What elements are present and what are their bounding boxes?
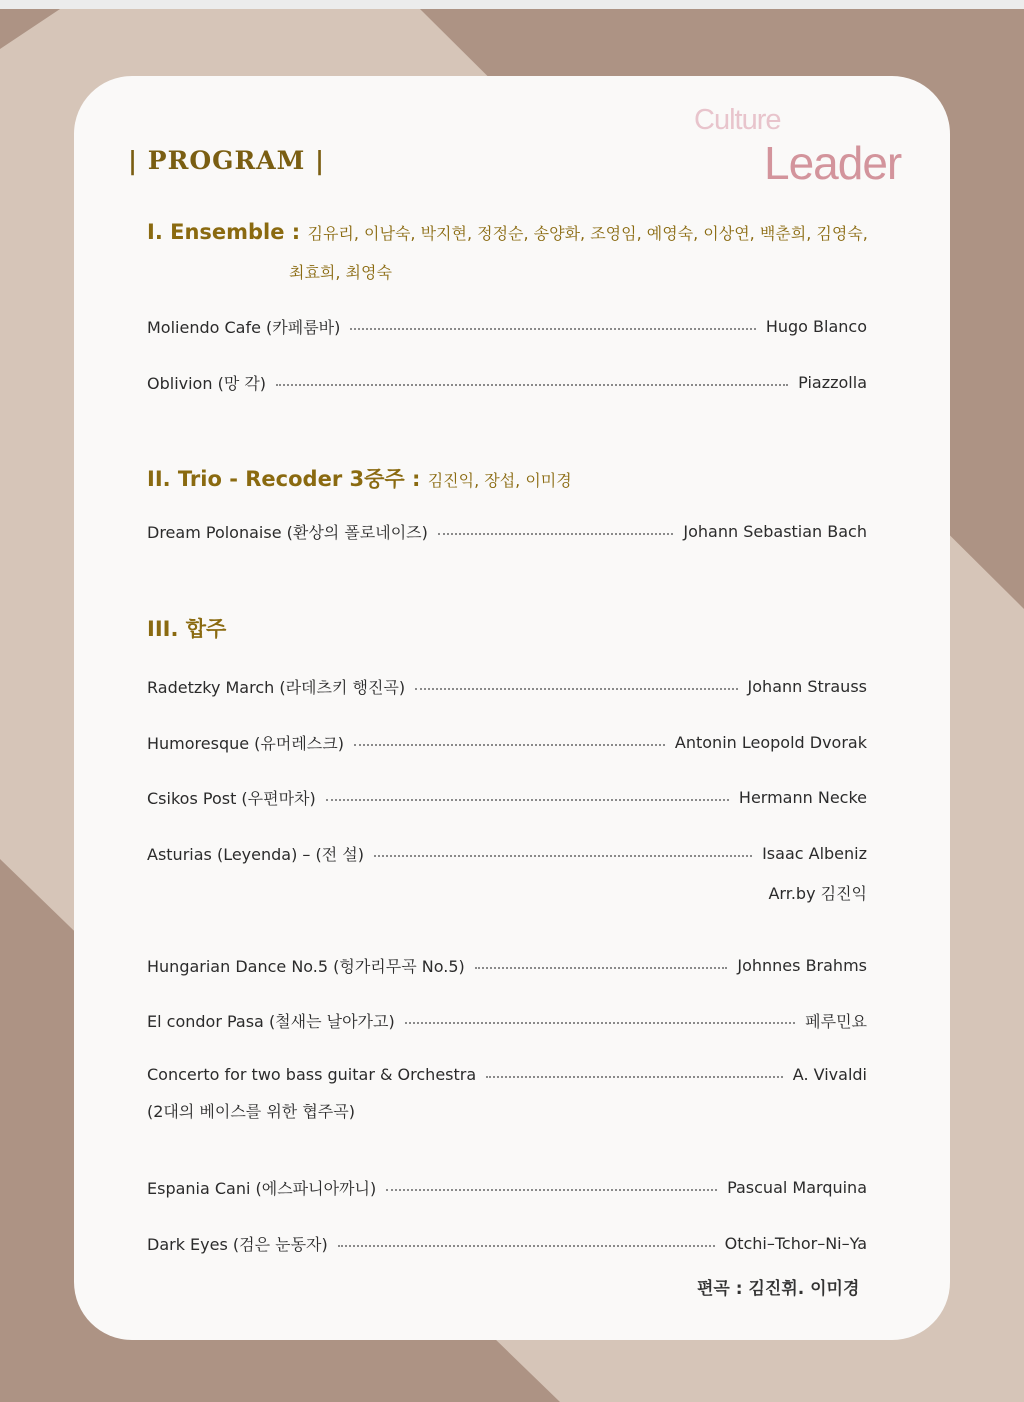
piece-title: Humoresque (유머레스크) — [147, 734, 344, 753]
program-item — [147, 1009, 867, 1032]
piece-composer: Johann Sebastian Bach — [683, 522, 867, 541]
piece-title: Moliendo Cafe (카페룸바) — [147, 318, 341, 337]
piece-composer: Johann Strauss — [747, 677, 867, 696]
program-item — [147, 1065, 867, 1084]
piece-title: Radetzky March (라데츠키 행진곡) — [147, 678, 406, 697]
section-ensemble-all-heading: III. 합주 — [147, 617, 227, 641]
leader-dots — [415, 688, 737, 690]
leader-dots — [475, 967, 728, 969]
leader-dots — [405, 1022, 795, 1024]
leader-dots — [354, 744, 665, 746]
piece-title: Csikos Post (우편마차) — [147, 789, 316, 808]
leader-dots — [326, 799, 729, 801]
section-trio-heading — [147, 463, 572, 493]
piece-subtitle: (2대의 베이스를 위한 협주곡) — [147, 1102, 355, 1121]
arrangement-credit: 편곡 : 김진휘. 이미경 — [697, 1279, 860, 1299]
brand-culture: Culture — [694, 104, 781, 136]
piece-title: Concerto for two bass guitar & Orchestra — [147, 1065, 477, 1084]
program-item — [147, 786, 867, 809]
piece-title: Asturias (Leyenda) – (전 설) — [147, 845, 364, 864]
program-heading: | PROGRAM | — [128, 146, 326, 175]
section-ensemble-heading — [147, 220, 868, 244]
program-item — [147, 1232, 867, 1255]
piece-composer: Johnnes Brahms — [737, 956, 867, 975]
leader-dots — [276, 384, 788, 386]
piece-composer: Otchi–Tchor–Ni–Ya — [724, 1234, 867, 1253]
piece-title: Espania Cani (에스파니아까니) — [147, 1179, 377, 1198]
piece-composer: A. Vivaldi — [792, 1065, 867, 1084]
piece-composer: 페루민요 — [805, 1012, 867, 1031]
section-members: 김진익, 장섭, 이미경 — [427, 471, 572, 490]
program-item — [147, 520, 867, 543]
piece-title: El condor Pasa (철새는 날아가고) — [147, 1012, 395, 1031]
section-title: II. Trio - Recoder 3중주 : — [147, 467, 428, 491]
program-item — [147, 842, 867, 865]
leader-dots — [486, 1076, 783, 1078]
program-item — [147, 731, 867, 754]
program-item — [147, 954, 867, 977]
piece-composer: Hermann Necke — [738, 788, 867, 807]
piece-title: Oblivion (망 각) — [147, 374, 267, 393]
leader-dots — [338, 1245, 715, 1247]
piece-title: Dream Polonaise (환상의 폴로네이즈) — [147, 523, 428, 542]
piece-title: Hungarian Dance No.5 (헝가리무곡 No.5) — [147, 957, 465, 976]
leader-dots — [386, 1189, 717, 1191]
piece-title: Dark Eyes (검은 눈동자) — [147, 1235, 328, 1254]
program-item — [147, 675, 867, 698]
section-members: 김유리, 이남숙, 박지현, 정정순, 송양화, 조영임, 예영숙, 이상연, 백춘희, 김영숙, — [307, 224, 868, 243]
piece-composer: Pascual Marquina — [727, 1178, 867, 1197]
program-card — [74, 76, 950, 1340]
program-item — [147, 1176, 867, 1199]
brand-leader: Leader — [764, 137, 902, 189]
arranger-note: Arr.by 김진익 — [768, 884, 867, 903]
section-members-continued: 최효희, 최영숙 — [289, 263, 392, 282]
leader-dots — [374, 855, 752, 857]
section-title: I. Ensemble : — [147, 220, 308, 244]
piece-composer: Isaac Albeniz — [762, 844, 867, 863]
piece-composer: Piazzolla — [798, 373, 867, 392]
leader-dots — [438, 533, 674, 535]
leader-dots — [350, 328, 755, 330]
piece-composer: Hugo Blanco — [765, 317, 867, 336]
program-item — [147, 315, 867, 338]
program-item — [147, 371, 867, 394]
piece-composer: Antonin Leopold Dvorak — [674, 733, 867, 752]
